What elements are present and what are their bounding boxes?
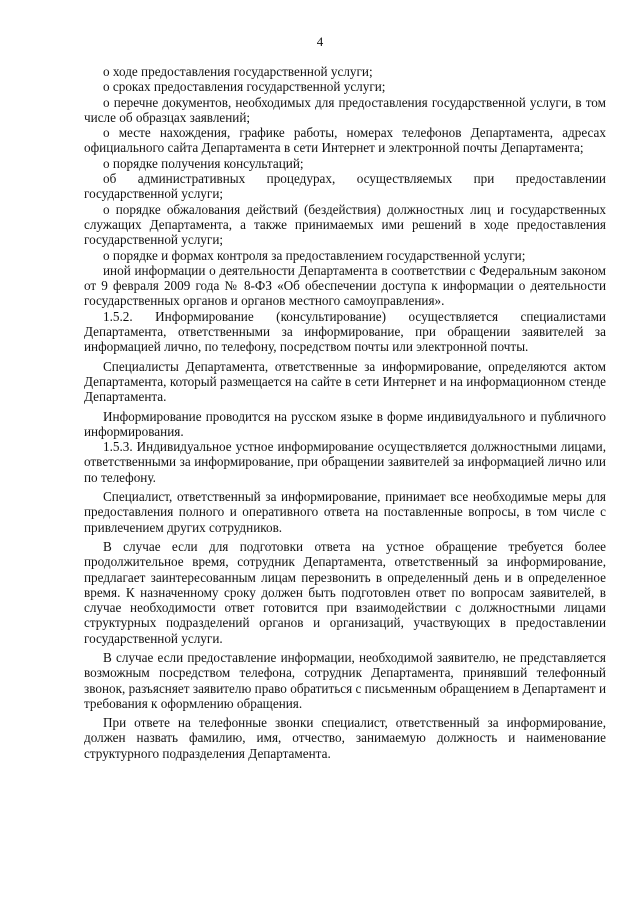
list-item-documents: о перечне документов, необходимых для предоставления государственной услуги, в том числе об образцах заявлений; xyxy=(84,94,606,125)
paragraph-specialist-measures: Специалист, ответственный за информирование, принимает все необходимые меры для предоставления полного и оперативного ответа на поставленные вопросы, в том числе с привлечением других сотрудников. xyxy=(84,489,606,535)
list-item-consultations: о порядке получения консультаций; xyxy=(103,155,304,171)
document-body xyxy=(84,64,606,761)
page-number: 4 xyxy=(316,34,324,49)
paragraph-phone-answer: При ответе на телефонные звонки специалист, ответственный за информирование, должен назвать фамилию, имя, отчество, занимаемую должность и наименование структурного подразделения Департамента. xyxy=(84,715,606,761)
list-item-location-contacts: о месте нахождения, графике работы, номерах телефонов Департамента, адресах официального сайта Департамента в сети Интернет и электронной почты Департамента; xyxy=(84,125,606,156)
paragraph-language: Информирование проводится на русском языке в форме индивидуального и публичного информирования. xyxy=(84,408,606,439)
paragraph-long-preparation: В случае если для подготовки ответа на устное обращение требуется более продолжительное время, сотрудник Департамента, ответственный за информирование, предлагает заинтересованным лицам перезвонить в определенный день и в определенное время. К назначенному сроку должен быть подготовлен ответ по вопросам заявителей, в случае необходимости ответ готовится при взаимодействии с должностными лицами структурных подразделений органов и организаций, участвующих в предоставлении государственной услуги. xyxy=(84,538,606,646)
list-item-service-progress: о ходе предоставления государственной услуги; xyxy=(103,64,373,79)
list-item-service-terms: о сроках предоставления государственной услуги; xyxy=(103,79,386,95)
paragraph-specialists: Специалисты Департамента, ответственные за информирование, определяются актом Департамента, который размещается на сайте в сети Интернет и на информационном стенде Департамента. xyxy=(84,358,606,405)
list-item-control: о порядке и формах контроля за предоставлением государственной услуги; xyxy=(103,247,526,263)
list-item-other-info: иной информации о деятельности Департамента в соответствии с Федеральным законом от 9 февраля 2009 года № 8-ФЗ «Об обеспечении доступа к информации о деятельности государственных органов и органов местного самоуправления». xyxy=(84,262,606,309)
clause-1-5-3: 1.5.3. Индивидуальное устное информирование осуществляется должностными лицами, ответственными за информирование, при обращении заявителей за информацией лично или по телефону. xyxy=(84,439,606,485)
paragraph-phone-impossible: В случае если предоставление информации, необходимой заявителю, не представляется возможным посредством телефона, сотрудник Департамента, принявший телефонный звонок, разъясняет заявителю право обратиться с письменным обращением в Департамент и требования к оформлению обращения. xyxy=(84,649,606,711)
clause-1-5-2: 1.5.2. Информирование (консультирование) осуществляется специалистами Департамента, ответственными за информирование, при обращении заявителей за информацией лично, по телефону, посредством почты или электронной почты. xyxy=(84,308,606,355)
list-item-procedures: об административных процедурах, осуществляемых при предоставлении государственной услуги; xyxy=(84,171,606,202)
list-item-appeals: о порядке обжалования действий (бездействия) должностных лиц и государственных служащих Департамента, а также принимаемых ими решений в ходе предоставления государственной услуги; xyxy=(84,201,606,248)
